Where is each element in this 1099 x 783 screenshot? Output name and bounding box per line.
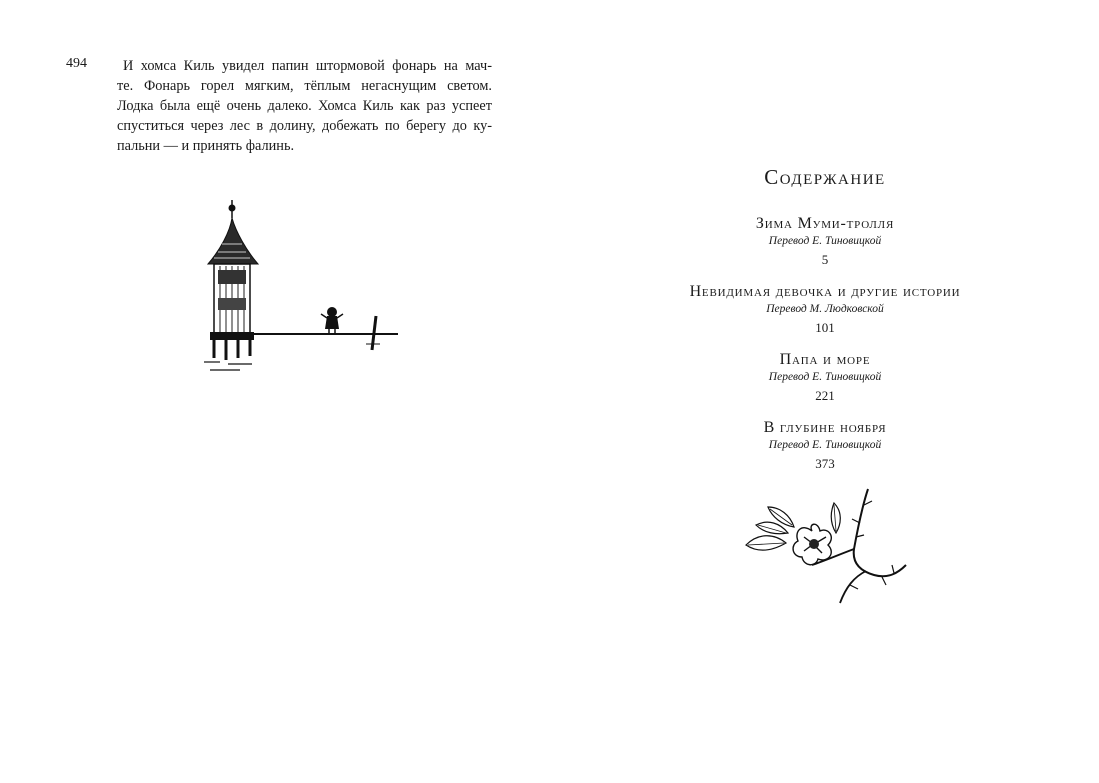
rose-branch-illustration [742, 487, 912, 607]
toc-entry-translator: Перевод М. Людковской [766, 303, 884, 315]
toc-entry [660, 282, 990, 338]
toc-entry-title: Зима Муми-тролля [755, 215, 895, 232]
toc-entry-page: 101 [815, 320, 835, 335]
toc-entry-title: Папа и море [779, 351, 871, 368]
text-line: пальни — и принять фалинь. [117, 138, 295, 154]
text-line: И хомса Киль увидел папин штормовой фонарь на мач- [123, 58, 492, 74]
toc-entry-translator: Перевод Е. Тиновицкой [768, 371, 882, 383]
toc-entry [660, 418, 990, 474]
bathhouse-pier-illustration [200, 198, 410, 376]
toc-entry-page: 373 [815, 456, 835, 471]
toc-entry-title: Невидимая девочка и другие истории [689, 283, 961, 300]
toc-title: Содержание [764, 165, 886, 189]
page-number: 494 [66, 56, 87, 71]
text-line: Лодка была ещё очень далеко. Хомса Киль как раз успеет [117, 98, 492, 114]
toc-entry-title: В глубине ноября [763, 419, 887, 436]
toc-list [660, 214, 990, 486]
toc-entry-translator: Перевод Е. Тиновицкой [768, 439, 882, 451]
text-line: те. Фонарь горел мягким, тёплым негаснущим светом. [117, 78, 492, 94]
text-line: спуститься через лес в долину, добежать по берегу до ку- [117, 118, 492, 134]
toc-entry-page: 5 [821, 252, 829, 267]
toc-entry [660, 214, 990, 270]
toc-entry-translator: Перевод Е. Тиновицкой [768, 235, 882, 247]
toc-entry-page: 221 [815, 388, 835, 403]
body-paragraph [117, 56, 492, 156]
toc-entry [660, 350, 990, 406]
